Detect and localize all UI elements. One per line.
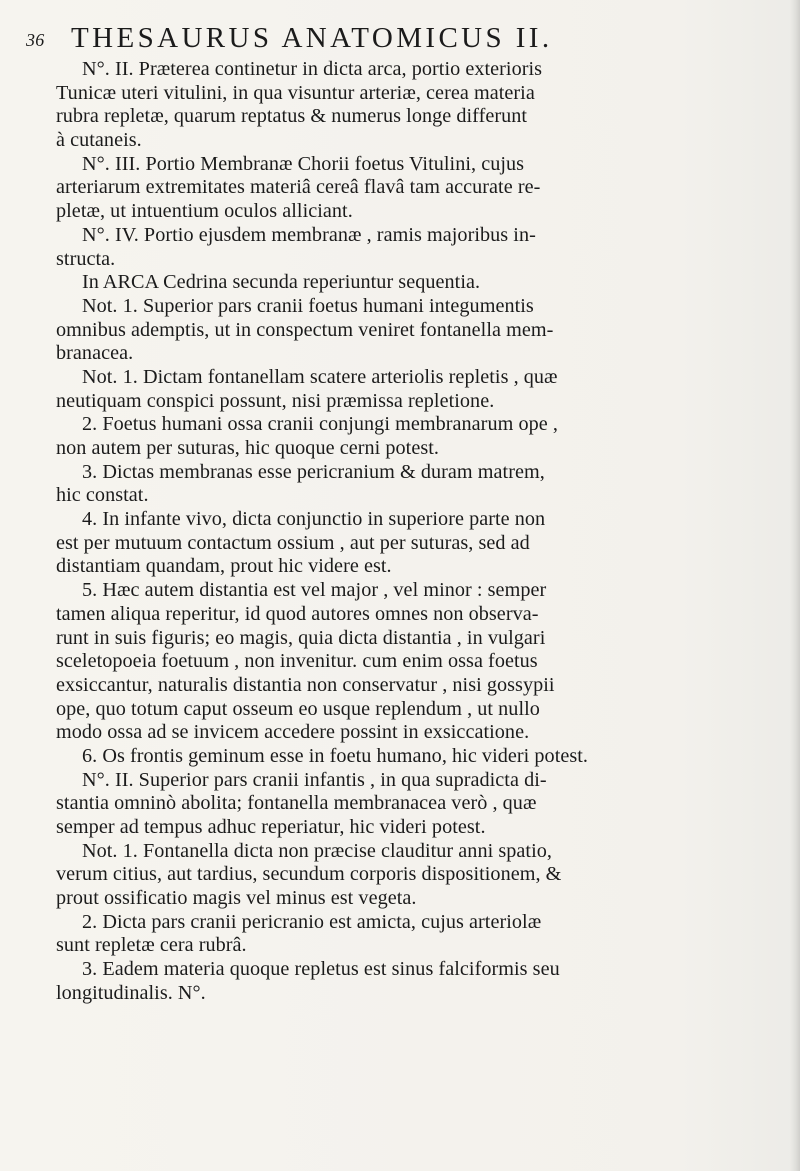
text-line: 3. Dictas membranas esse pericranium & duram matrem, — [82, 460, 545, 483]
text-line: distantiam quandam, prout hic videre est. — [56, 555, 392, 578]
text-line: 2. Dicta pars cranii pericranio est amicta, cujus arteriolæ — [82, 910, 542, 933]
text-line: 4. In infante vivo, dicta conjunctio in superiore parte non — [82, 508, 546, 531]
text-line: branacea. — [56, 342, 134, 365]
text-line: structa. — [56, 247, 116, 270]
text-line: 5. Hæc autem distantia est vel major , vel minor : semper — [82, 579, 547, 602]
running-title: THESAURUS ANATOMICUS II. — [71, 22, 553, 54]
text-line: prout ossificatio magis vel minus est vegeta. — [56, 887, 417, 910]
text-line: semper ad tempus adhuc reperiatur, hic videri potest. — [56, 816, 486, 838]
text-line: runt in suis figuris; eo magis, quia dicta distantia , in vulgari — [56, 626, 546, 649]
text-line: ope, quo totum caput osseum eo usque replendum , ut nullo — [56, 697, 540, 720]
text-line: N°. II. Superior pars cranii infantis , in qua supradicta di- — [82, 768, 547, 791]
text-line: rubra repletæ, quarum reptatus & numerus longe differunt — [56, 105, 528, 128]
text-line: modo ossa ad se invicem accedere possint in exsiccatione. — [56, 721, 530, 744]
text-line: sunt repletæ cera rubrâ. — [56, 934, 247, 957]
text-line: N°. III. Portio Membranæ Chorii foetus Vitulini, cujus — [82, 152, 525, 175]
text-line: In ARCA Cedrina secunda reperiuntur sequentia. — [82, 271, 481, 294]
text-line: Tunicæ uteri vitulini, in qua visuntur arteriæ, cerea materia — [56, 81, 535, 104]
text-line: longitudinalis. N°. — [56, 981, 206, 1004]
text-line: stantia omninò abolita; fontanella membranacea verò , quæ — [56, 792, 537, 815]
page-number: 36 — [26, 30, 45, 50]
text-line: 2. Foetus humani ossa cranii conjungi membranarum ope , — [82, 413, 558, 436]
text-line: pletæ, ut intuentium oculos alliciant. — [56, 200, 353, 223]
text-line: tamen aliqua reperitur, id quod autores omnes non observa- — [56, 602, 539, 625]
page-edge-shadow — [790, 0, 800, 1171]
text-line: Not. 1. Dictam fontanellam scatere arteriolis repletis , quæ — [82, 365, 558, 388]
page-header — [26, 22, 766, 58]
text-line: verum citius, aut tardius, secundum corporis dispositionem, & — [56, 863, 562, 886]
text-line: 6. Os frontis geminum esse in foetu humano, hic videri potest. — [82, 744, 589, 767]
text-line: exsiccantur, naturalis distantia non conservatur , nisi gossypii — [56, 673, 555, 696]
text-line: omnibus ademptis, ut in conspectum veniret fontanella mem- — [56, 318, 554, 341]
text-line: arteriarum extremitates materiâ cereâ flavâ tam accurate re- — [56, 176, 541, 199]
text-line: neutiquam conspici possunt, nisi præmissa repletione. — [56, 389, 495, 412]
text-line: N°. IV. Portio ejusdem membranæ , ramis majoribus in- — [82, 223, 536, 246]
text-line: hic constat. — [56, 484, 149, 507]
text-line: non autem per suturas, hic quoque cerni potest. — [56, 437, 440, 459]
text-line: est per mutuum contactum ossium , aut per suturas, sed ad — [56, 531, 530, 554]
text-line: Not. 1. Superior pars cranii foetus humani integumentis — [82, 294, 534, 317]
text-line: sceletopoeia foetuum , non invenitur. cum enim ossa foetus — [56, 650, 538, 673]
body-text — [56, 58, 746, 1006]
text-line: Not. 1. Fontanella dicta non præcise clauditur anni spatio, — [82, 839, 552, 862]
text-line: N°. II. Præterea continetur in dicta arca, portio exterioris — [82, 58, 543, 80]
text-line: à cutaneis. — [56, 129, 142, 152]
text-line: 3. Eadem materia quoque repletus est sinus falciformis seu — [82, 958, 560, 981]
